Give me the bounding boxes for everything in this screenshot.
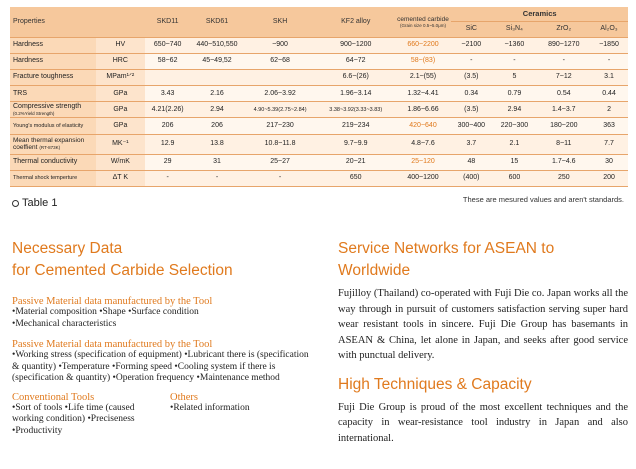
cell-cemented: 1.86~6.66	[395, 102, 452, 118]
cell-sic: -	[451, 53, 491, 69]
row-property: Thermal conductivity	[10, 154, 96, 170]
table-row	[10, 37, 628, 53]
cell-al2o3: -	[590, 53, 628, 69]
header-skd61: SKD61	[191, 7, 244, 37]
cell-si3n4: 2.1	[491, 134, 537, 154]
left-column	[12, 238, 312, 437]
cell-skd61: 2.16	[191, 86, 244, 102]
table-row	[10, 118, 628, 134]
row-unit: GPa	[96, 102, 144, 118]
section-line: •Mechanical characteristics	[12, 318, 117, 329]
cell-al2o3: 200	[590, 170, 628, 186]
cell-skh: 217~230	[243, 118, 317, 134]
cell-zro2: 1.7~4.6	[538, 154, 591, 170]
cell-cemented: 660~2200	[395, 37, 452, 53]
section-line: •Material composition •Shape •Surface condition	[12, 307, 199, 317]
high-techniques-paragraph: Fuji Die Group is proud of the most excellent techniques and the capacity in wear-resistance tool industry in Japan and also international.	[338, 401, 628, 444]
section-tools-others	[12, 392, 312, 438]
header-properties: Properties	[10, 7, 96, 37]
section-line: working condition) •Preciseness	[12, 414, 135, 424]
cell-al2o3: 0.44	[590, 86, 628, 102]
row-unit: GPa	[96, 118, 144, 134]
properties-table	[10, 7, 628, 187]
cell-cemented: 420~640	[395, 118, 452, 134]
cell-kf2: 20~21	[317, 154, 395, 170]
service-networks-paragraph: Fujilloy (Thailand) co-operated with Fuji Die co. Japan works all the way through in pursuit of customers satisfaction serving super hard wear resistant tools in sincere. Fuji Die Group has basemants in ASEAN & China, let alone in Japan, and seeks after good service with punctual delivery.	[338, 288, 628, 361]
row-property: Fracture toughness	[10, 69, 96, 85]
row-unit: HRC	[96, 53, 144, 69]
row-property: Young's modulus of elasticity	[10, 118, 96, 134]
cell-skd11: 650~740	[145, 37, 191, 53]
cell-skd61: 31	[191, 154, 244, 170]
row-property	[10, 134, 96, 154]
header-sic: SiC	[451, 21, 491, 37]
cell-skh: 62~68	[243, 53, 317, 69]
cell-si3n4: 0.79	[491, 86, 537, 102]
row-unit: W/mK	[96, 154, 144, 170]
cell-skd61: 45~49,52	[191, 53, 244, 69]
cell-skd61: 206	[191, 118, 244, 134]
cell-skd61: 2.94	[191, 102, 244, 118]
cell-skd11: 12.9	[145, 134, 191, 154]
section-line: •Sort of tools •Life time (caused	[12, 402, 135, 413]
row-unit: ΔT K	[96, 170, 144, 186]
cell-si3n4: 2.94	[491, 102, 537, 118]
cell-sic: 0.34	[451, 86, 491, 102]
table-caption	[12, 197, 57, 209]
cell-si3n4: 600	[491, 170, 537, 186]
table-row	[10, 102, 628, 118]
cell-kf2: 9.7~9.9	[317, 134, 395, 154]
properties-table-wrapper	[10, 7, 628, 187]
section-line: •Related information	[170, 402, 250, 413]
section-passive-material-1	[12, 296, 312, 330]
cell-sic: ~2100	[451, 37, 491, 53]
cell-al2o3: ~1850	[590, 37, 628, 53]
cell-kf2: 900~1200	[317, 37, 395, 53]
section-conventional-tools	[12, 392, 170, 438]
section-title: Passive Material data manufactured by the Tool	[12, 339, 213, 350]
cell-sic: (3.5)	[451, 102, 491, 118]
cell-cemented: 25~120	[395, 154, 452, 170]
header-cemented-sub: (Grain size 0.5~5.0μm)	[400, 22, 446, 28]
cell-sic: 300~400	[451, 118, 491, 134]
cell-skd11: 58~62	[145, 53, 191, 69]
table-row	[10, 170, 628, 186]
cell-skd11: -	[145, 170, 191, 186]
cell-sic: 3.7	[451, 134, 491, 154]
table-row	[10, 69, 628, 85]
row-unit: MPam¹ᐟ²	[96, 69, 144, 85]
table-row	[10, 53, 628, 69]
cell-cemented: 2.1~(55)	[395, 69, 452, 85]
cell-si3n4: ~1360	[491, 37, 537, 53]
header-si3n4: Si₃N₄	[491, 21, 537, 37]
header-skd11: SKD11	[145, 7, 191, 37]
cell-skd11: 4.21(2.26)	[145, 102, 191, 118]
cell-al2o3: 7.7	[590, 134, 628, 154]
cell-skh: ~900	[243, 37, 317, 53]
row-property-label-2: coeffient	[13, 144, 38, 152]
section-line: (specification & quantity) •Operation frequency •Maintenance method	[12, 373, 280, 383]
cell-si3n4: 15	[491, 154, 537, 170]
row-property-label: Mean thermal expansion	[13, 137, 85, 145]
cell-kf2: 6.6~(26)	[317, 69, 395, 85]
header-zro2: ZrO₂	[538, 21, 591, 37]
cell-sic: (400)	[451, 170, 491, 186]
section-line: •Working stress (specification of equipment) •Lubricant there is (specification	[12, 350, 309, 360]
row-property: Hardness	[10, 37, 96, 53]
section-line: & quantity) •Temperature •Forming speed •Cooling system if there is	[12, 361, 276, 372]
cell-kf2: 650	[317, 170, 395, 186]
row-property-label: Compressive strength	[13, 103, 82, 111]
cell-zro2: 8~11	[538, 134, 591, 154]
row-unit: GPa	[96, 86, 144, 102]
cell-skd61: -	[191, 170, 244, 186]
row-unit: HV	[96, 37, 144, 53]
table-row	[10, 134, 628, 154]
cell-zro2: 180~200	[538, 118, 591, 134]
cell-skd11: 206	[145, 118, 191, 134]
cell-kf2: 3.38~3.92(3.33~3.83)	[317, 102, 395, 118]
cell-kf2: 219~234	[317, 118, 395, 134]
cell-skh: 2.06~3.92	[243, 86, 317, 102]
cell-cemented: 400~1200	[395, 170, 452, 186]
cell-skh: 10.8~11.8	[243, 134, 317, 154]
cell-skd11	[145, 69, 191, 85]
cell-skd61: 440~510,550	[191, 37, 244, 53]
cell-kf2: 64~72	[317, 53, 395, 69]
cell-zro2: 890~1270	[538, 37, 591, 53]
row-unit: MK⁻¹	[96, 134, 144, 154]
necessary-data-heading-line1: Necessary Data	[12, 240, 123, 257]
table-row	[10, 154, 628, 170]
cell-sic: (3.5)	[451, 69, 491, 85]
section-title: Passive Material data manufactured by the Tool	[12, 296, 213, 307]
cell-si3n4: 220~300	[491, 118, 537, 134]
header-cemented	[395, 7, 452, 37]
cell-skd61: 13.8	[191, 134, 244, 154]
row-property: Thermal shock temperture	[10, 170, 96, 186]
right-column	[338, 238, 628, 446]
service-networks-heading: Service Networks for ASEAN to Worldwide	[338, 240, 555, 279]
header-al2o3: Al₂O₃	[590, 21, 628, 37]
cell-zro2: 250	[538, 170, 591, 186]
row-property	[10, 102, 96, 118]
cell-skh: 25~27	[243, 154, 317, 170]
high-techniques-heading: High Techniques & Capacity	[338, 375, 532, 393]
cell-al2o3: 2	[590, 102, 628, 118]
cell-sic: 48	[451, 154, 491, 170]
row-property-sub: (RT-873K)	[39, 145, 61, 151]
section-line: •Productivity	[12, 425, 63, 436]
section-others	[170, 392, 250, 438]
table-note: These are mesured values and aren't standards.	[462, 195, 624, 204]
cell-zro2: 7~12	[538, 69, 591, 85]
cell-al2o3: 3.1	[590, 69, 628, 85]
cell-cemented: 4.8~7.6	[395, 134, 452, 154]
table-row	[10, 86, 628, 102]
cell-zro2: 0.54	[538, 86, 591, 102]
cell-si3n4: -	[491, 53, 537, 69]
cell-kf2: 1.96~3.14	[317, 86, 395, 102]
necessary-data-heading-line2: for Cemented Carbide Selection	[12, 262, 233, 279]
table-caption-text: Table 1	[22, 197, 58, 209]
row-property: Hardness	[10, 53, 96, 69]
cell-cemented: 1.32~4.41	[395, 86, 452, 102]
cell-skh: -	[243, 170, 317, 186]
row-property-sub: (0.2%Yield Strength)	[13, 111, 55, 117]
bullet-ring-icon	[12, 200, 19, 207]
cell-skh	[243, 69, 317, 85]
cell-al2o3: 363	[590, 118, 628, 134]
header-cemented-label: cemented carbide	[397, 15, 449, 23]
header-ceramics: Ceramics	[451, 7, 628, 21]
row-property: TRS	[10, 86, 96, 102]
header-kf2: KF2 alloy	[317, 7, 395, 37]
cell-skh: 4.90~5.39(2.75~2.84)	[243, 102, 317, 118]
cell-skd11: 3.43	[145, 86, 191, 102]
cell-si3n4: 5	[491, 69, 537, 85]
cell-skd11: 29	[145, 154, 191, 170]
cell-al2o3: 30	[590, 154, 628, 170]
cell-skd61	[191, 69, 244, 85]
header-skh: SKH	[243, 7, 317, 37]
cell-zro2: 1.4~3.7	[538, 102, 591, 118]
section-title: Conventional Tools	[12, 391, 95, 403]
section-title: Others	[170, 391, 198, 403]
header-unit	[96, 7, 144, 37]
cell-zro2: -	[538, 53, 591, 69]
cell-cemented: 58~(83)	[395, 53, 452, 69]
section-passive-material-2	[12, 339, 312, 385]
